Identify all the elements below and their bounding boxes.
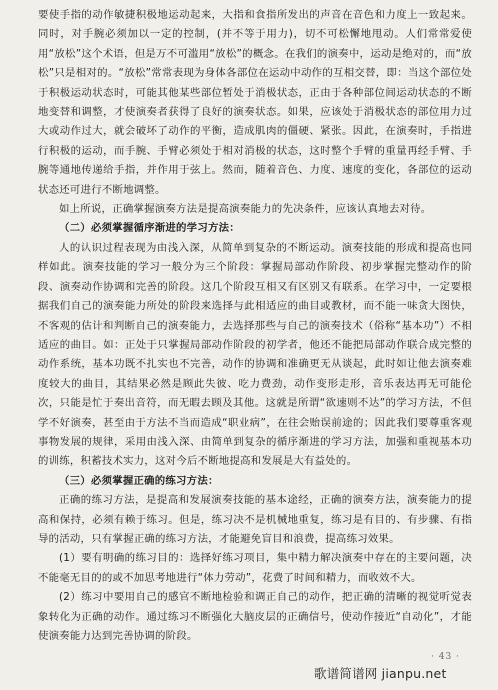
section-heading-3: （三）必须掌握正确的练习方法： [59, 474, 219, 487]
body-text [38, 6, 472, 646]
paragraph-correct-practice: 正确的练习方法，是提高和发展演奏技能的基本途经，正确的演奏方法，演奏能力的提高和保持，必须有赖于练习。但是，练习决不是机械地重复，练习是有目的、有步骤、有指导的活动，只有掌握正确的练习方法，才能避免盲目和浪费，提高练习效果。 [38, 494, 472, 545]
paragraph-point-1: (1）要有明确的练习目的：选择好练习项目，集中精力解决演奏中存在的主要问题，决不能毫无目的的或不加思考地进行“体力劳动”，花费了时间和精力，而收效不大。 [38, 552, 472, 584]
page-number: · 43 · [431, 652, 460, 662]
paragraph-point-2: (2）练习中要用自己的感官不断地检验和调正自己的动作，把正确的清晰的视觉听觉表象转化为正确的动作。通过练习不断强化大脑皮层的正确信号，使动作接近“自动化”，才能使演奏能力达到完善协调的阶段。 [38, 591, 472, 642]
paragraph-summary: 如上所说，正确掌握演奏方法是提高演奏能力的先决条件，应该认真地去对待。 [59, 203, 432, 216]
paragraph-gradual-learning: 人的认识过程表现为由浅入深，从简单到复杂的不断运动。演奏技能的形成和提高也同样如此。演奏技能的学习一般分为三个阶段：掌握局部动作阶段、初步掌握完整动作的阶段、演奏动作协调和完善的阶段。这几个阶段互相又有区别又有联系。在学习中，一定要根据我们自己的演奏能力所处的阶段来选择与此相适应的曲目或教材，而不能一味贪大图快，不客观的估计和判断自己的演奏能力，去选择那些与自己的演奏技术（俗称“基本功”）不相适应的曲目。如：正处于只掌握局部动作阶段的初学者，他还不能把局部动作联合成完整的动作系统，基本功既不扎实也不完善，动作的协调和准确更无从谈起，此时如让他去演奏难度较大的曲目，其结果必然是顾此失彼、吃力费劲，动作变形走形，音乐表达再无可能伦次，只能是忙于奏出音符，而无暇去顾及其他。这就是所谓“欲速则不达”的学习方法，不但学不好演奏，甚至由于方法不当而造成“职业病”，在往会贻误前途的；因此我们要尊重客观事物发展的规律，采用由浅入深、由简单到复杂的循序渐进的学习方法，加强和重视基本功的训练，积蓄技术实力，这对今后不断地提高和发展是大有益处的。 [38, 241, 472, 468]
section-heading-2: （二）必须掌握循序渐进的学习方法： [59, 222, 240, 235]
site-watermark: 歌谱简谱网 jianpu.net [314, 666, 447, 681]
paragraph-posture-relaxation: 要使手指的动作敏捷积极地运动起来，大指和食指所发出的声音在音色和力度上一致起来。同时，对手腕必须加以一定的控制，(并不等于用力)，切不可松懈地甩动。人们常常爱使用“放松”这个术语，但是万不可滥用“放松”的概念。在我们的演奏中，运动是绝对的，而“放松”只是相对的。“放松”常常表现为身体各部位在运动中动作的互相交替，即：当这个部位处于积极运动状态时，可能其他某些部位暂处于消极状态，正由于各种部位间运动状态的不断地变替和调整，才使演奏者获得了良好的演奏状态。如果，应该处于消极状态的部位用力过大或动作过大，就会破坏了动作的平衡，造成肌肉的僵硬、紧张。因此，在演奏时，手指进行积极的运动，而手腕、手臂必须处于相对消极的状态，这时整个手臂的重量再经手臂、手腕等通地传递给手指，并作用于弦上。然而，随着音色、力度、速度的变化，各部位的运动状态还可进行不断地调整。 [38, 9, 472, 196]
